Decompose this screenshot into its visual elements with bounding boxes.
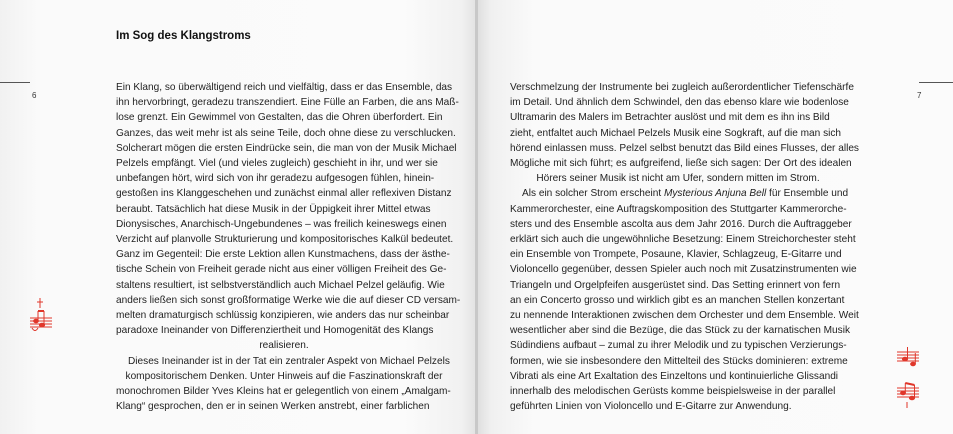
text-line: formen, wie sie insbesondere den Mittelteil des Stücks dominieren: extreme <box>510 355 848 367</box>
text-line: an ein Concerto grosso und wirklich gibt es an manchen Stellen konzertant <box>510 294 845 306</box>
text-line: hörend einlassen muss. Pelzel selbst benutzt das Bild eines Flusses, der alles <box>510 142 859 154</box>
text-run: für Ensemble und <box>766 188 849 200</box>
text-line: Verzicht auf planvolle Strukturierung und kompositorisches Kalkül bedeutet. <box>116 234 454 246</box>
text-line: anders ließen sich sonst großformatige Werke wie die auf dieser CD versam- <box>116 294 461 306</box>
margin-rule-left <box>0 82 30 83</box>
text-line: Vibrati als eine Art Exaltation des Einzeltons und kontinuierliche Glissandi <box>510 370 839 382</box>
text-line: zieht, entfaltet auch Michael Pelzels Musik eine Sogkraft, auf die man sich <box>510 127 842 139</box>
text-line: melten dramaturgisch schlüssig konzipieren, wie anders das nur scheinbar <box>116 310 450 322</box>
text-line: Ganzes, das weit mehr ist als seine Teile, doch ohne diese zu verschlucken. <box>116 127 456 139</box>
text-line: Ganz im Gegenteil: Die erste Lektion allen Kunstmachens, dass der ästhe- <box>116 249 450 261</box>
left-text-column <box>116 80 461 414</box>
music-notation-icon <box>895 344 921 370</box>
text-line: paradoxe Ineinander von Differenziertheit und Homogenität des Klangs <box>116 325 434 337</box>
text-line: Triangeln und Orgelpfeifen ausgerüstet sind. Das Setting erinnert von fern <box>510 279 841 291</box>
page-number-right: 7 <box>917 91 922 100</box>
chapter-title: Im Sog des Klangstroms <box>116 30 251 42</box>
text-line <box>510 186 849 201</box>
text-line: Klang“ gesprochen, den er in seinen Werken anstrebt, einer farblichen <box>116 401 430 413</box>
music-notation-icon <box>28 296 54 336</box>
work-title: Mysterious Anjuna Bell <box>663 188 767 200</box>
text-line: innerhalb des melodischen Gerüsts komme beispielsweise in der parallel <box>510 386 836 398</box>
right-text-column <box>510 80 859 414</box>
page-number-left: 6 <box>32 91 37 100</box>
text-run: Als ein solcher Strom erscheint <box>522 188 664 200</box>
text-line: ihn hervorbringt, geradezu transzendiert. Eine Fülle an Farben, die ans Maß- <box>116 97 459 109</box>
text-line: Verschmelzung der Instrumente bei zugleich außerordentlicher Tiefenschärfe <box>510 82 854 93</box>
text-line: Ultramarin des Malers im Betrachter auslöst und mit dem es ihn ins Bild <box>510 112 830 124</box>
text-line: Südindiens aufbaut – zumal zu ihrer Melodik und zu typischen Verzierungs- <box>510 340 847 352</box>
text-line: Dieses Ineinander ist in der Tat ein zentraler Aspekt von Michael Pelzels <box>128 355 450 367</box>
text-line: beraubt. Tatsächlich hat diese Musik in der Üppigkeit ihrer Mittel etwas <box>116 203 431 215</box>
text-line: geführten Linien von Violoncello und E-Gitarre zur Anwendung. <box>510 401 792 413</box>
music-notation-icon <box>895 380 921 410</box>
text-line: Hörers seiner Musik ist nicht am Ufer, sondern mitten im Strom. <box>536 173 820 185</box>
text-line: wesentlicher aber sind die Bezüge, die das Stück zu der karnatischen Musik <box>510 325 851 337</box>
text-line: gestoßen ins Klanggeschehen und zunächst einmal aller reflexiven Distanz <box>116 188 452 200</box>
text-line: realisieren. <box>259 340 309 352</box>
text-line: Dionysisches, Anarchisch-Ungebundenes – was freilich keineswegs einen <box>116 218 447 230</box>
text-line: Violoncello gegenüber, dessen Spieler auch noch mit Zusatzinstrumenten wie <box>510 264 857 276</box>
text-line: sters und des Ensemble ascolta aus dem Jahr 2016. Durch die Auftraggeber <box>510 218 852 230</box>
text-line: Solcherart mögen die ersten Eindrücke sein, die man von der Musik Michael <box>116 142 457 154</box>
text-line: Pelzels empfängt. Viel (und vieles zugleich) geschieht in ihr, und wer sie <box>116 158 438 170</box>
margin-rule-right <box>919 82 953 83</box>
text-line: Kammerorchester, eine Auftragskomposition des Stuttgarter Kammerorche- <box>510 203 847 215</box>
text-line: zu nennende Interaktionen zwischen dem Orchester und dem Ensemble. Weit <box>510 310 859 322</box>
text-line: tische Schein von Freiheit gerade nicht aus einer völligen Freiheit des Ge- <box>116 264 447 276</box>
text-line: lose grenzt. Ein Gewimmel von Gestalten, das die Ohren überfordert. Ein <box>116 112 443 124</box>
text-line: staltens resultiert, ist selbstverständlich auch Michael Pelzel geläufig. Wie <box>116 279 445 291</box>
text-line: im Detail. Und ähnlich dem Schwindel, den das ebenso klare wie bodenlose <box>510 97 849 109</box>
book-gutter <box>475 0 478 434</box>
text-line: ein Ensemble von Trompete, Posaune, Klavier, Schlagzeug, E-Gitarre und <box>510 249 842 261</box>
text-line: monochromen Bilder Yves Kleins hat er gelegentlich von einem „Amalgam- <box>116 386 451 398</box>
text-line: erklärt sich auch die ungewöhnliche Besetzung: Einem Streichorchester steht <box>510 234 856 246</box>
text-line: kompositorischem Denken. Unter Hinweis auf die Faszinationskraft der <box>125 370 443 382</box>
text-line: Ein Klang, so überwältigend reich und vielfältig, dass er das Ensemble, das <box>116 82 453 93</box>
text-line: Mögliche mit sich führt; es aufgreifend, ließe sich sagen: Der Ort des idealen <box>510 158 852 170</box>
text-line: unbefangen hört, wird sich von ihr geradezu aufgesogen fühlen, hinein- <box>116 173 435 185</box>
